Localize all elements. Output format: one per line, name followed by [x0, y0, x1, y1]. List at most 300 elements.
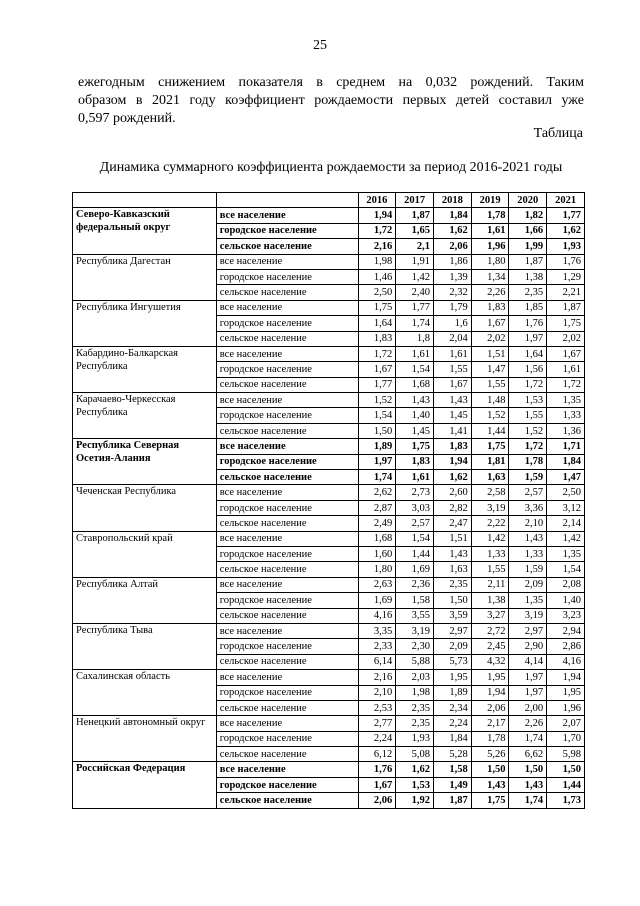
population-type-cell: сельское население [216, 239, 358, 254]
value-cell: 2,82 [433, 500, 471, 515]
table-row [73, 485, 585, 500]
value-cell: 3,03 [396, 500, 434, 515]
population-type-cell: сельское население [216, 331, 358, 346]
value-cell: 5,73 [433, 654, 471, 669]
population-type-cell: городское население [216, 546, 358, 561]
region-name-cell: Карачаево-Черкесская Республика [73, 393, 217, 439]
value-cell: 1,78 [471, 208, 509, 223]
value-cell: 1,83 [396, 454, 434, 469]
value-cell: 1,61 [471, 223, 509, 238]
year-header: 2020 [509, 193, 547, 208]
region-name-cell: Российская Федерация [73, 762, 217, 808]
population-type-cell: все население [216, 300, 358, 315]
value-cell: 1,42 [471, 531, 509, 546]
value-cell: 1,29 [547, 269, 585, 284]
population-type-cell: сельское население [216, 470, 358, 485]
value-cell: 1,76 [358, 762, 396, 777]
value-cell: 1,95 [471, 670, 509, 685]
value-cell: 1,83 [471, 300, 509, 315]
value-cell: 2,57 [509, 485, 547, 500]
value-cell: 2,08 [547, 577, 585, 592]
region-name-cell: Ставропольский край [73, 531, 217, 577]
region-name-cell: Ненецкий автономный округ [73, 716, 217, 762]
population-type-cell: городское население [216, 223, 358, 238]
population-type-cell: городское население [216, 316, 358, 331]
value-cell: 1,61 [433, 346, 471, 361]
value-cell: 1,73 [547, 793, 585, 808]
year-header: 2016 [358, 193, 396, 208]
value-cell: 1,68 [358, 531, 396, 546]
region-name-cell: Республика Северная Осетия-Алания [73, 439, 217, 485]
value-cell: 3,12 [547, 500, 585, 515]
value-cell: 1,44 [471, 423, 509, 438]
table-row [73, 254, 585, 269]
population-type-cell: все население [216, 393, 358, 408]
year-header: 2017 [396, 193, 434, 208]
value-cell: 1,79 [433, 300, 471, 315]
region-name-cell: Республика Тыва [73, 623, 217, 669]
value-cell: 1,67 [358, 362, 396, 377]
value-cell: 1,33 [547, 408, 585, 423]
population-type-cell: городское население [216, 362, 358, 377]
value-cell: 1,74 [509, 793, 547, 808]
value-cell: 1,62 [433, 470, 471, 485]
population-type-cell: все население [216, 577, 358, 592]
value-cell: 1,61 [396, 346, 434, 361]
value-cell: 2,21 [547, 285, 585, 300]
body-paragraph [78, 74, 584, 128]
value-cell: 4,16 [547, 654, 585, 669]
value-cell: 1,55 [433, 362, 471, 377]
value-cell: 2,11 [471, 577, 509, 592]
value-cell: 1,49 [433, 777, 471, 792]
value-cell: 2,73 [396, 485, 434, 500]
value-cell: 1,64 [509, 346, 547, 361]
value-cell: 1,54 [396, 531, 434, 546]
value-cell: 1,94 [433, 454, 471, 469]
population-type-cell: все население [216, 762, 358, 777]
value-cell: 6,14 [358, 654, 396, 669]
value-cell: 1,97 [509, 685, 547, 700]
value-cell: 1,72 [358, 223, 396, 238]
value-cell: 1,50 [433, 593, 471, 608]
value-cell: 1,75 [471, 793, 509, 808]
value-cell: 3,27 [471, 608, 509, 623]
value-cell: 1,59 [509, 470, 547, 485]
value-cell: 1,52 [358, 393, 396, 408]
value-cell: 1,8 [396, 331, 434, 346]
population-type-cell: все население [216, 485, 358, 500]
value-cell: 2,24 [433, 716, 471, 731]
value-cell: 1,55 [471, 377, 509, 392]
value-cell: 2,17 [471, 716, 509, 731]
value-cell: 1,98 [396, 685, 434, 700]
page-number: 25 [313, 38, 327, 53]
value-cell: 1,82 [509, 208, 547, 223]
value-cell: 5,08 [396, 747, 434, 762]
value-cell: 2,03 [396, 670, 434, 685]
value-cell: 2,10 [509, 516, 547, 531]
population-type-cell: все население [216, 716, 358, 731]
value-cell: 2,50 [358, 285, 396, 300]
value-cell: 2,24 [358, 731, 396, 746]
value-cell: 1,98 [358, 254, 396, 269]
value-cell: 2,26 [509, 716, 547, 731]
value-cell: 1,40 [547, 593, 585, 608]
value-cell: 2,35 [433, 577, 471, 592]
value-cell: 2,97 [433, 623, 471, 638]
value-cell: 1,77 [396, 300, 434, 315]
value-cell: 1,63 [433, 562, 471, 577]
value-cell: 1,86 [433, 254, 471, 269]
value-cell: 1,71 [547, 439, 585, 454]
population-type-cell: сельское население [216, 747, 358, 762]
value-cell: 2,90 [509, 639, 547, 654]
value-cell: 2,49 [358, 516, 396, 531]
region-name-cell: Республика Дагестан [73, 254, 217, 300]
value-cell: 1,75 [471, 439, 509, 454]
value-cell: 1,78 [509, 454, 547, 469]
value-cell: 1,45 [433, 408, 471, 423]
value-cell: 2,26 [471, 285, 509, 300]
value-cell: 1,46 [358, 269, 396, 284]
population-type-cell: городское население [216, 639, 358, 654]
value-cell: 3,19 [471, 500, 509, 515]
value-cell: 2,57 [396, 516, 434, 531]
region-name-cell: Северо-Кавказский федеральный округ [73, 208, 217, 254]
value-cell: 3,19 [509, 608, 547, 623]
value-cell: 1,52 [471, 408, 509, 423]
value-cell: 1,42 [396, 269, 434, 284]
value-cell: 1,89 [358, 439, 396, 454]
value-cell: 1,87 [396, 208, 434, 223]
value-cell: 2,34 [433, 700, 471, 715]
year-header: 2018 [433, 193, 471, 208]
value-cell: 1,54 [396, 362, 434, 377]
region-name-cell: Республика Алтай [73, 577, 217, 623]
value-cell: 1,51 [471, 346, 509, 361]
value-cell: 1,67 [471, 316, 509, 331]
value-cell: 2,72 [471, 623, 509, 638]
value-cell: 5,28 [433, 747, 471, 762]
value-cell: 1,72 [547, 377, 585, 392]
table-row [73, 716, 585, 731]
value-cell: 1,41 [433, 423, 471, 438]
value-cell: 5,88 [396, 654, 434, 669]
value-cell: 2,47 [433, 516, 471, 531]
value-cell: 1,56 [509, 362, 547, 377]
table-row [73, 300, 585, 315]
population-type-cell: городское население [216, 593, 358, 608]
value-cell: 2,16 [358, 670, 396, 685]
population-type-cell: сельское население [216, 793, 358, 808]
value-cell: 1,43 [433, 546, 471, 561]
value-cell: 2,22 [471, 516, 509, 531]
value-cell: 1,94 [547, 670, 585, 685]
value-cell: 6,62 [509, 747, 547, 762]
population-type-cell: все население [216, 531, 358, 546]
value-cell: 2,06 [471, 700, 509, 715]
population-type-cell: все население [216, 208, 358, 223]
population-type-cell: сельское население [216, 562, 358, 577]
value-cell: 1,87 [547, 300, 585, 315]
value-cell: 1,62 [396, 762, 434, 777]
value-cell: 2,32 [433, 285, 471, 300]
value-cell: 2,30 [396, 639, 434, 654]
value-cell: 1,34 [471, 269, 509, 284]
value-cell: 3,35 [358, 623, 396, 638]
value-cell: 1,96 [547, 700, 585, 715]
value-cell: 1,43 [433, 393, 471, 408]
value-cell: 1,74 [509, 731, 547, 746]
value-cell: 1,53 [396, 777, 434, 792]
region-name-cell: Чеченская Республика [73, 485, 217, 531]
value-cell: 1,70 [547, 731, 585, 746]
population-type-cell: городское население [216, 731, 358, 746]
value-cell: 2,94 [547, 623, 585, 638]
value-cell: 1,55 [509, 408, 547, 423]
value-cell: 1,47 [547, 470, 585, 485]
paragraph-line: образом в 2021 году коэффициент рождаемости первых детей составил уже [78, 93, 584, 108]
population-type-cell: все население [216, 623, 358, 638]
table-row [73, 393, 585, 408]
value-cell: 2,87 [358, 500, 396, 515]
value-cell: 2,36 [396, 577, 434, 592]
value-cell: 1,50 [509, 762, 547, 777]
value-cell: 1,35 [547, 546, 585, 561]
table-header-row [73, 193, 585, 208]
table-body [73, 208, 585, 808]
value-cell: 1,50 [547, 762, 585, 777]
value-cell: 2,00 [509, 700, 547, 715]
value-cell: 1,55 [471, 562, 509, 577]
value-cell: 2,35 [396, 716, 434, 731]
value-cell: 4,14 [509, 654, 547, 669]
value-cell: 1,36 [547, 423, 585, 438]
value-cell: 5,26 [471, 747, 509, 762]
value-cell: 2,77 [358, 716, 396, 731]
value-cell: 1,67 [547, 346, 585, 361]
value-cell: 1,38 [509, 269, 547, 284]
region-name-cell: Сахалинская область [73, 670, 217, 716]
population-type-cell: все население [216, 346, 358, 361]
value-cell: 1,58 [396, 593, 434, 608]
value-cell: 1,40 [396, 408, 434, 423]
value-cell: 1,72 [509, 439, 547, 454]
header-population-cell [216, 193, 358, 208]
value-cell: 1,65 [396, 223, 434, 238]
value-cell: 1,54 [547, 562, 585, 577]
table-row [73, 670, 585, 685]
value-cell: 1,72 [358, 346, 396, 361]
value-cell: 1,84 [433, 208, 471, 223]
header-region-cell [73, 193, 217, 208]
value-cell: 1,84 [433, 731, 471, 746]
value-cell: 1,61 [547, 362, 585, 377]
value-cell: 2,86 [547, 639, 585, 654]
population-type-cell: городское население [216, 269, 358, 284]
value-cell: 2,1 [396, 239, 434, 254]
value-cell: 1,74 [396, 316, 434, 331]
value-cell: 4,32 [471, 654, 509, 669]
value-cell: 1,39 [433, 269, 471, 284]
fertility-table [72, 192, 585, 809]
value-cell: 2,50 [547, 485, 585, 500]
population-type-cell: городское население [216, 408, 358, 423]
value-cell: 1,85 [509, 300, 547, 315]
value-cell: 2,09 [509, 577, 547, 592]
value-cell: 1,93 [396, 731, 434, 746]
value-cell: 3,55 [396, 608, 434, 623]
value-cell: 3,23 [547, 608, 585, 623]
table-row [73, 762, 585, 777]
value-cell: 1,78 [471, 731, 509, 746]
value-cell: 1,84 [547, 454, 585, 469]
value-cell: 4,16 [358, 608, 396, 623]
value-cell: 1,58 [433, 762, 471, 777]
value-cell: 1,67 [433, 377, 471, 392]
population-type-cell: все население [216, 670, 358, 685]
value-cell: 1,77 [358, 377, 396, 392]
table-row [73, 623, 585, 638]
value-cell: 1,62 [433, 223, 471, 238]
value-cell: 1,54 [358, 408, 396, 423]
value-cell: 1,83 [433, 439, 471, 454]
value-cell: 1,60 [358, 546, 396, 561]
value-cell: 1,52 [509, 423, 547, 438]
region-name-cell: Республика Ингушетия [73, 300, 217, 346]
value-cell: 1,99 [509, 239, 547, 254]
value-cell: 1,44 [547, 777, 585, 792]
value-cell: 1,59 [509, 562, 547, 577]
value-cell: 2,63 [358, 577, 396, 592]
value-cell: 1,72 [509, 377, 547, 392]
value-cell: 2,07 [547, 716, 585, 731]
population-type-cell: сельское население [216, 654, 358, 669]
value-cell: 2,06 [433, 239, 471, 254]
value-cell: 1,69 [358, 593, 396, 608]
population-type-cell: все население [216, 254, 358, 269]
table-row [73, 439, 585, 454]
value-cell: 1,75 [358, 300, 396, 315]
population-type-cell: городское население [216, 777, 358, 792]
value-cell: 2,53 [358, 700, 396, 715]
value-cell: 1,63 [471, 470, 509, 485]
population-type-cell: городское население [216, 685, 358, 700]
value-cell: 1,43 [509, 777, 547, 792]
value-cell: 2,02 [471, 331, 509, 346]
value-cell: 1,80 [358, 562, 396, 577]
value-cell: 1,43 [471, 777, 509, 792]
table-row [73, 346, 585, 361]
table-row [73, 208, 585, 223]
value-cell: 1,97 [509, 331, 547, 346]
value-cell: 1,50 [358, 423, 396, 438]
value-cell: 1,87 [433, 793, 471, 808]
value-cell: 1,53 [509, 393, 547, 408]
value-cell: 5,98 [547, 747, 585, 762]
value-cell: 2,14 [547, 516, 585, 531]
value-cell: 1,61 [396, 470, 434, 485]
value-cell: 2,60 [433, 485, 471, 500]
value-cell: 1,97 [509, 670, 547, 685]
value-cell: 2,09 [433, 639, 471, 654]
region-name-cell: Кабардино-Балкарская Республика [73, 346, 217, 392]
year-header: 2019 [471, 193, 509, 208]
population-type-cell: городское население [216, 454, 358, 469]
value-cell: 1,75 [547, 316, 585, 331]
table-caption: Динамика суммарного коэффициента рождаемости за период 2016-2021 годы [99, 160, 563, 175]
value-cell: 1,76 [509, 316, 547, 331]
value-cell: 1,74 [358, 470, 396, 485]
value-cell: 2,35 [509, 285, 547, 300]
value-cell: 1,35 [509, 593, 547, 608]
table-row [73, 577, 585, 592]
paragraph-line: ежегодным снижением показателя в среднем на 0,032 рождений. Таким [78, 75, 584, 90]
value-cell: 1,43 [396, 393, 434, 408]
table-row [73, 531, 585, 546]
value-cell: 2,16 [358, 239, 396, 254]
value-cell: 1,38 [471, 593, 509, 608]
value-cell: 2,62 [358, 485, 396, 500]
value-cell: 1,93 [547, 239, 585, 254]
value-cell: 2,58 [471, 485, 509, 500]
population-type-cell: сельское население [216, 285, 358, 300]
value-cell: 1,92 [396, 793, 434, 808]
value-cell: 1,96 [471, 239, 509, 254]
population-type-cell: городское население [216, 500, 358, 515]
value-cell: 1,47 [471, 362, 509, 377]
value-cell: 1,95 [547, 685, 585, 700]
year-header: 2021 [547, 193, 585, 208]
value-cell: 2,40 [396, 285, 434, 300]
value-cell: 1,66 [509, 223, 547, 238]
value-cell: 2,02 [547, 331, 585, 346]
value-cell: 1,33 [509, 546, 547, 561]
value-cell: 1,97 [358, 454, 396, 469]
value-cell: 1,83 [358, 331, 396, 346]
value-cell: 3,19 [396, 623, 434, 638]
value-cell: 1,69 [396, 562, 434, 577]
value-cell: 2,10 [358, 685, 396, 700]
value-cell: 2,35 [396, 700, 434, 715]
value-cell: 2,04 [433, 331, 471, 346]
value-cell: 1,81 [471, 454, 509, 469]
value-cell: 1,6 [433, 316, 471, 331]
value-cell: 2,33 [358, 639, 396, 654]
population-type-cell: сельское население [216, 608, 358, 623]
population-type-cell: сельское население [216, 700, 358, 715]
paragraph-line: 0,597 рождений. [78, 111, 176, 126]
value-cell: 1,67 [358, 777, 396, 792]
value-cell: 3,59 [433, 608, 471, 623]
value-cell: 1,42 [547, 531, 585, 546]
value-cell: 1,89 [433, 685, 471, 700]
value-cell: 1,87 [509, 254, 547, 269]
value-cell: 1,33 [471, 546, 509, 561]
value-cell: 6,12 [358, 747, 396, 762]
value-cell: 1,94 [358, 208, 396, 223]
value-cell: 1,44 [396, 546, 434, 561]
value-cell: 2,06 [358, 793, 396, 808]
value-cell: 1,75 [396, 439, 434, 454]
value-cell: 1,62 [547, 223, 585, 238]
value-cell: 1,51 [433, 531, 471, 546]
value-cell: 2,97 [509, 623, 547, 638]
value-cell: 1,94 [471, 685, 509, 700]
value-cell: 1,80 [471, 254, 509, 269]
value-cell: 1,45 [396, 423, 434, 438]
